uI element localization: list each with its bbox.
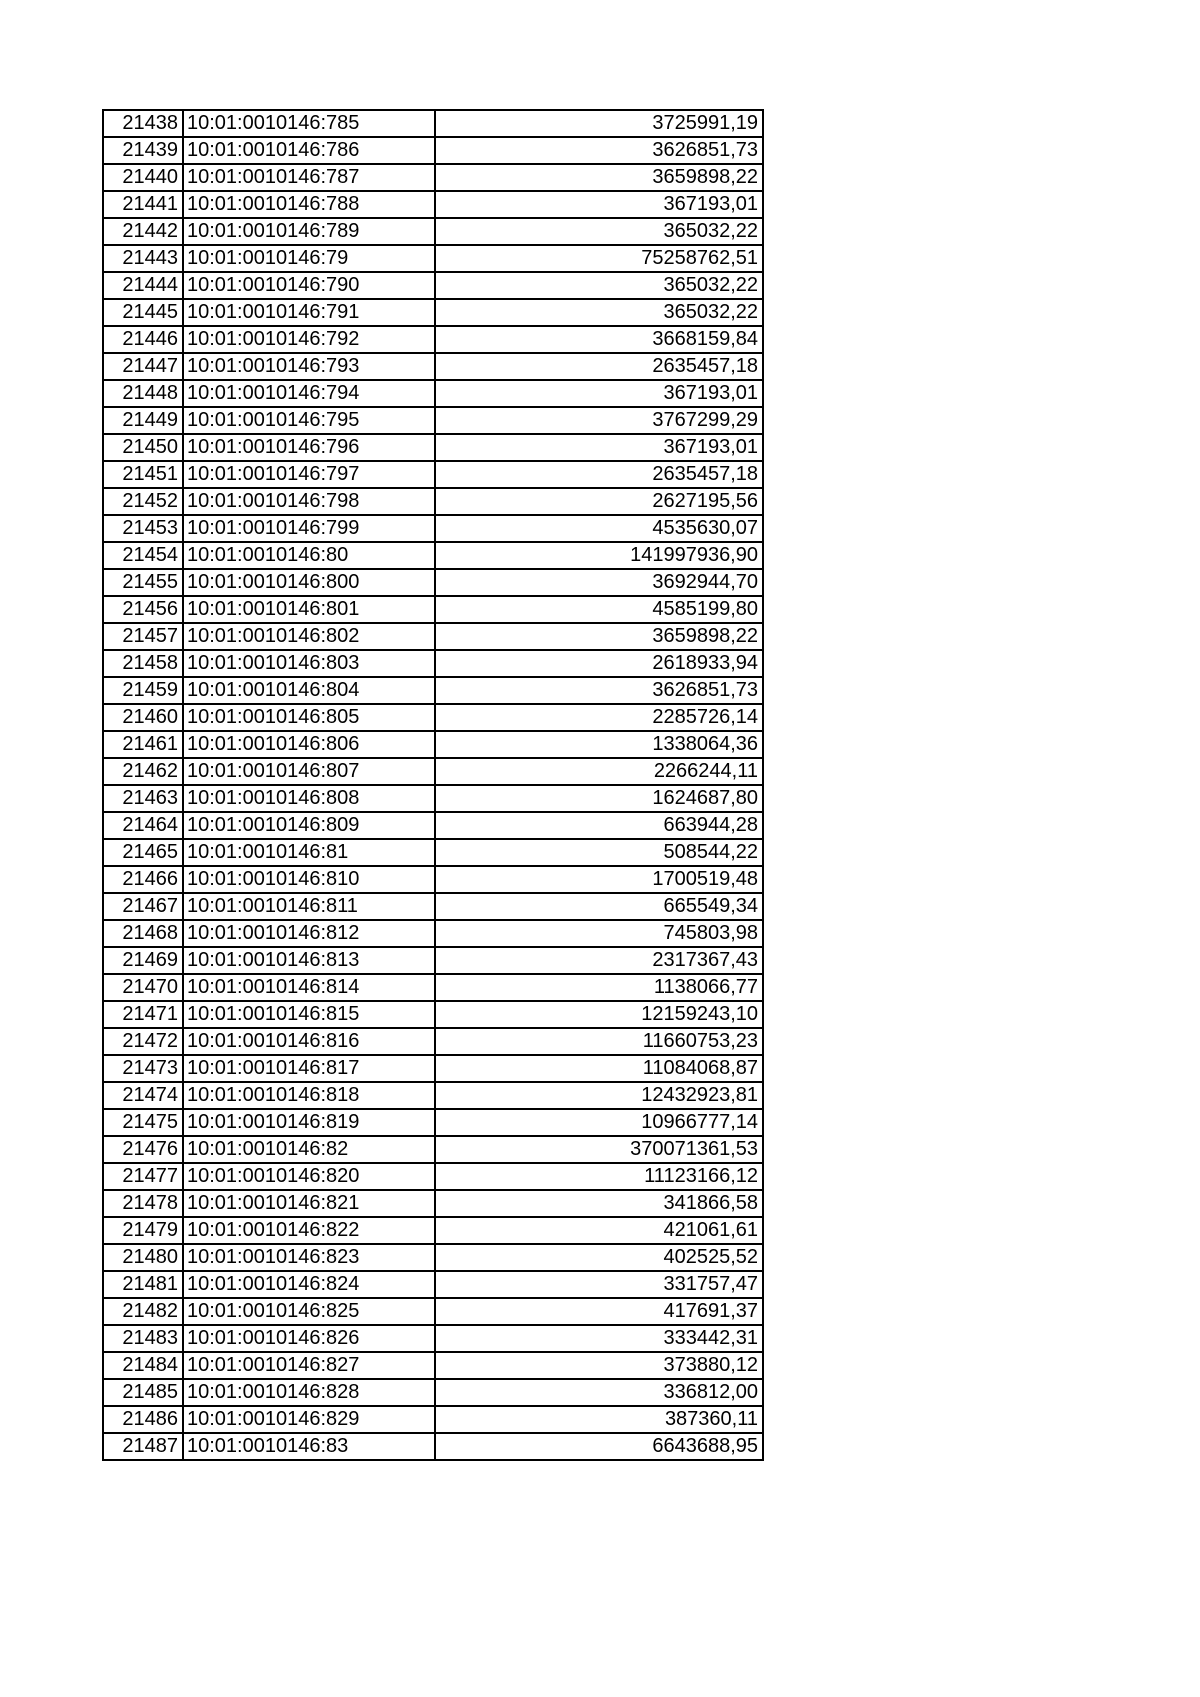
table-row [103,1082,763,1109]
table-row [103,1406,763,1433]
table-row [103,245,763,272]
cadastral-number-cell: 10:01:0010146:793 [183,353,435,380]
cadastral-number-cell: 10:01:0010146:814 [183,974,435,1001]
value-cell: 367193,01 [435,380,763,407]
value-cell: 367193,01 [435,434,763,461]
row-number-cell: 21438 [103,110,183,137]
value-cell: 508544,22 [435,839,763,866]
table-row [103,1055,763,1082]
cadastral-number-cell: 10:01:0010146:787 [183,164,435,191]
table-row [103,110,763,137]
cadastral-number-cell: 10:01:0010146:805 [183,704,435,731]
value-cell: 663944,28 [435,812,763,839]
cadastral-number-cell: 10:01:0010146:825 [183,1298,435,1325]
value-cell: 2317367,43 [435,947,763,974]
table-row [103,326,763,353]
row-number-cell: 21467 [103,893,183,920]
cadastral-number-cell: 10:01:0010146:827 [183,1352,435,1379]
cadastral-number-cell: 10:01:0010146:819 [183,1109,435,1136]
value-cell: 4535630,07 [435,515,763,542]
row-number-cell: 21471 [103,1001,183,1028]
table-row [103,1271,763,1298]
value-cell: 2635457,18 [435,461,763,488]
value-cell: 3668159,84 [435,326,763,353]
value-cell: 373880,12 [435,1352,763,1379]
row-number-cell: 21447 [103,353,183,380]
table-body [103,110,763,1460]
value-cell: 3692944,70 [435,569,763,596]
table-row [103,785,763,812]
cadastral-number-cell: 10:01:0010146:786 [183,137,435,164]
value-cell: 341866,58 [435,1190,763,1217]
table-row [103,812,763,839]
value-cell: 1624687,80 [435,785,763,812]
cadastral-number-cell: 10:01:0010146:798 [183,488,435,515]
value-cell: 417691,37 [435,1298,763,1325]
value-cell: 3626851,73 [435,137,763,164]
row-number-cell: 21474 [103,1082,183,1109]
value-cell: 3626851,73 [435,677,763,704]
row-number-cell: 21439 [103,137,183,164]
table-row [103,677,763,704]
row-number-cell: 21459 [103,677,183,704]
row-number-cell: 21483 [103,1325,183,1352]
value-cell: 365032,22 [435,218,763,245]
cadastral-number-cell: 10:01:0010146:824 [183,1271,435,1298]
cadastral-number-cell: 10:01:0010146:821 [183,1190,435,1217]
table-row [103,1298,763,1325]
row-number-cell: 21454 [103,542,183,569]
cadastral-number-cell: 10:01:0010146:797 [183,461,435,488]
table-row [103,434,763,461]
row-number-cell: 21468 [103,920,183,947]
row-number-cell: 21478 [103,1190,183,1217]
table-row [103,1163,763,1190]
value-cell: 4585199,80 [435,596,763,623]
table-row [103,704,763,731]
row-number-cell: 21441 [103,191,183,218]
row-number-cell: 21455 [103,569,183,596]
cadastral-number-cell: 10:01:0010146:790 [183,272,435,299]
row-number-cell: 21462 [103,758,183,785]
table-row [103,839,763,866]
row-number-cell: 21487 [103,1433,183,1460]
table-row [103,137,763,164]
cadastral-number-cell: 10:01:0010146:792 [183,326,435,353]
cadastral-number-cell: 10:01:0010146:826 [183,1325,435,1352]
table-row [103,353,763,380]
cadastral-number-cell: 10:01:0010146:817 [183,1055,435,1082]
row-number-cell: 21476 [103,1136,183,1163]
table-row [103,1190,763,1217]
value-cell: 2635457,18 [435,353,763,380]
row-number-cell: 21486 [103,1406,183,1433]
row-number-cell: 21453 [103,515,183,542]
value-cell: 1700519,48 [435,866,763,893]
cadastral-number-cell: 10:01:0010146:812 [183,920,435,947]
cadastral-number-cell: 10:01:0010146:802 [183,623,435,650]
cadastral-number-cell: 10:01:0010146:820 [183,1163,435,1190]
table-row [103,1379,763,1406]
row-number-cell: 21480 [103,1244,183,1271]
cadastral-number-cell: 10:01:0010146:81 [183,839,435,866]
cadastral-number-cell: 10:01:0010146:788 [183,191,435,218]
cadastral-number-cell: 10:01:0010146:791 [183,299,435,326]
row-number-cell: 21485 [103,1379,183,1406]
row-number-cell: 21481 [103,1271,183,1298]
table-row [103,1109,763,1136]
table-row [103,218,763,245]
cadastral-number-cell: 10:01:0010146:815 [183,1001,435,1028]
value-cell: 402525,52 [435,1244,763,1271]
row-number-cell: 21446 [103,326,183,353]
value-cell: 367193,01 [435,191,763,218]
cadastral-number-cell: 10:01:0010146:829 [183,1406,435,1433]
value-cell: 3767299,29 [435,407,763,434]
value-cell: 365032,22 [435,299,763,326]
table-row [103,1217,763,1244]
table-row [103,164,763,191]
table-row [103,1433,763,1460]
row-number-cell: 21479 [103,1217,183,1244]
value-cell: 365032,22 [435,272,763,299]
cadastral-number-cell: 10:01:0010146:818 [183,1082,435,1109]
value-cell: 12432923,81 [435,1082,763,1109]
row-number-cell: 21452 [103,488,183,515]
row-number-cell: 21461 [103,731,183,758]
table-row [103,893,763,920]
table-row [103,1001,763,1028]
row-number-cell: 21440 [103,164,183,191]
value-cell: 2618933,94 [435,650,763,677]
cadastral-number-cell: 10:01:0010146:789 [183,218,435,245]
row-number-cell: 21466 [103,866,183,893]
row-number-cell: 21472 [103,1028,183,1055]
cadastral-number-cell: 10:01:0010146:806 [183,731,435,758]
cadastral-number-cell: 10:01:0010146:803 [183,650,435,677]
table-row [103,191,763,218]
row-number-cell: 21450 [103,434,183,461]
row-number-cell: 21470 [103,974,183,1001]
cadastral-number-cell: 10:01:0010146:795 [183,407,435,434]
value-cell: 2627195,56 [435,488,763,515]
row-number-cell: 21444 [103,272,183,299]
table-row [103,758,763,785]
row-number-cell: 21463 [103,785,183,812]
value-cell: 11123166,12 [435,1163,763,1190]
table-row [103,1244,763,1271]
table-row [103,596,763,623]
table-row [103,299,763,326]
table-row [103,947,763,974]
value-cell: 6643688,95 [435,1433,763,1460]
cadastral-number-cell: 10:01:0010146:822 [183,1217,435,1244]
cadastral-number-cell: 10:01:0010146:828 [183,1379,435,1406]
value-cell: 3659898,22 [435,164,763,191]
value-cell: 745803,98 [435,920,763,947]
value-cell: 1138066,77 [435,974,763,1001]
cadastral-value-table [102,109,764,1461]
table-row [103,1028,763,1055]
cadastral-number-cell: 10:01:0010146:80 [183,542,435,569]
table-row [103,731,763,758]
table-row [103,407,763,434]
table-row [103,1136,763,1163]
cadastral-number-cell: 10:01:0010146:823 [183,1244,435,1271]
cadastral-number-cell: 10:01:0010146:804 [183,677,435,704]
value-cell: 2266244,11 [435,758,763,785]
cadastral-number-cell: 10:01:0010146:785 [183,110,435,137]
value-cell: 75258762,51 [435,245,763,272]
row-number-cell: 21451 [103,461,183,488]
value-cell: 333442,31 [435,1325,763,1352]
value-cell: 11084068,87 [435,1055,763,1082]
value-cell: 336812,00 [435,1379,763,1406]
row-number-cell: 21473 [103,1055,183,1082]
table-row [103,1325,763,1352]
cadastral-number-cell: 10:01:0010146:799 [183,515,435,542]
table-row [103,380,763,407]
table-row [103,272,763,299]
row-number-cell: 21465 [103,839,183,866]
row-number-cell: 21477 [103,1163,183,1190]
row-number-cell: 21460 [103,704,183,731]
value-cell: 665549,34 [435,893,763,920]
row-number-cell: 21482 [103,1298,183,1325]
table-row [103,488,763,515]
table-row [103,866,763,893]
cadastral-number-cell: 10:01:0010146:82 [183,1136,435,1163]
value-cell: 331757,47 [435,1271,763,1298]
cadastral-number-cell: 10:01:0010146:800 [183,569,435,596]
cadastral-number-cell: 10:01:0010146:809 [183,812,435,839]
table-row [103,569,763,596]
cadastral-number-cell: 10:01:0010146:796 [183,434,435,461]
row-number-cell: 21464 [103,812,183,839]
row-number-cell: 21456 [103,596,183,623]
row-number-cell: 21457 [103,623,183,650]
value-cell: 387360,11 [435,1406,763,1433]
table-row [103,1352,763,1379]
table-row [103,974,763,1001]
value-cell: 3659898,22 [435,623,763,650]
value-cell: 2285726,14 [435,704,763,731]
table-row [103,461,763,488]
table-row [103,542,763,569]
value-cell: 1338064,36 [435,731,763,758]
cadastral-number-cell: 10:01:0010146:83 [183,1433,435,1460]
value-cell: 141997936,90 [435,542,763,569]
cadastral-number-cell: 10:01:0010146:810 [183,866,435,893]
value-cell: 370071361,53 [435,1136,763,1163]
row-number-cell: 21484 [103,1352,183,1379]
row-number-cell: 21448 [103,380,183,407]
cadastral-number-cell: 10:01:0010146:794 [183,380,435,407]
cadastral-number-cell: 10:01:0010146:811 [183,893,435,920]
row-number-cell: 21449 [103,407,183,434]
value-cell: 3725991,19 [435,110,763,137]
value-cell: 11660753,23 [435,1028,763,1055]
table-row [103,623,763,650]
table-row [103,920,763,947]
row-number-cell: 21469 [103,947,183,974]
cadastral-number-cell: 10:01:0010146:813 [183,947,435,974]
value-cell: 10966777,14 [435,1109,763,1136]
value-cell: 421061,61 [435,1217,763,1244]
value-cell: 12159243,10 [435,1001,763,1028]
cadastral-number-cell: 10:01:0010146:807 [183,758,435,785]
cadastral-number-cell: 10:01:0010146:816 [183,1028,435,1055]
table-row [103,650,763,677]
row-number-cell: 21442 [103,218,183,245]
row-number-cell: 21475 [103,1109,183,1136]
cadastral-number-cell: 10:01:0010146:801 [183,596,435,623]
cadastral-number-cell: 10:01:0010146:808 [183,785,435,812]
cadastral-number-cell: 10:01:0010146:79 [183,245,435,272]
row-number-cell: 21445 [103,299,183,326]
table-row [103,515,763,542]
row-number-cell: 21458 [103,650,183,677]
row-number-cell: 21443 [103,245,183,272]
